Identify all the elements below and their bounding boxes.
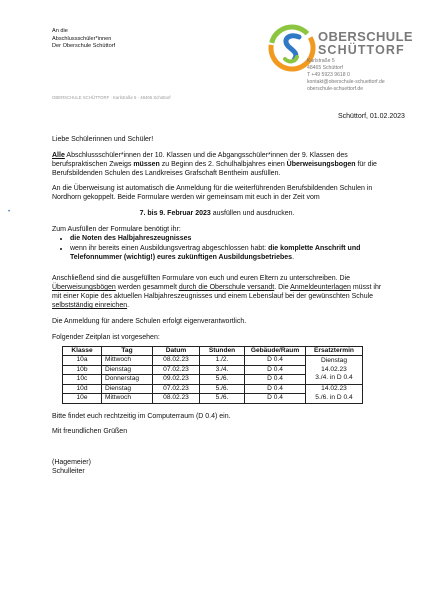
header-raum: Gebäude/Raum xyxy=(245,346,306,356)
contact-street: Karlstraße 5 xyxy=(307,58,335,64)
cell-klasse: 10b xyxy=(63,365,102,375)
cell-datum: 07.02.23 xyxy=(153,384,200,394)
schedule-table xyxy=(62,346,363,404)
cell-raum: D 0.4 xyxy=(245,365,306,375)
paragraph-3 xyxy=(52,274,382,310)
need-item-2-b: die komplette Anschrift und Telefonnummer (wichtig!) eures zukünftigen Ausbildungsbetriebes xyxy=(70,244,361,261)
ersatz-top-room: 3./4. in D 0.4 xyxy=(315,374,353,382)
table-row xyxy=(63,384,363,394)
p1-muessen: müssen xyxy=(133,160,160,168)
cell-tag: Dienstag xyxy=(102,384,153,394)
need-item-2 xyxy=(70,244,382,262)
p3-u2: durch die Oberschule versandt xyxy=(178,284,275,292)
cell-raum: D 0.4 xyxy=(245,356,306,366)
cell-klasse: 10e xyxy=(63,394,102,404)
cell-raum: D 0.4 xyxy=(245,394,306,404)
p3-d: müsst ihr mit einer Kopie des aktuellen Halbjahreszeugnisses und einem Lebenslauf bei der gewünschten Schule xyxy=(52,284,382,301)
period-line xyxy=(52,209,382,218)
header-klasse: Klasse xyxy=(63,346,102,356)
signature-block xyxy=(52,458,382,476)
cell-ersatz-top xyxy=(306,356,363,385)
cell-stunden: 5./6. xyxy=(200,384,245,394)
recipient-line-1: An die xyxy=(52,28,68,34)
cell-datum: 09.02.23 xyxy=(153,375,200,385)
sender-line: OBERSCHULE SCHÜTTORF · Karlstraße 5 · 48465 Schüttorf xyxy=(52,95,171,100)
ersatz-top-date: 14.02.23 xyxy=(321,365,347,373)
cell-stunden: 1./2. xyxy=(200,356,245,366)
school-contact xyxy=(307,58,385,92)
need-list xyxy=(52,234,382,262)
table-row xyxy=(63,356,363,366)
paragraph-5: Bitte findet euch rechtzeitig im Computerraum (D 0.4) ein. xyxy=(52,412,231,420)
contact-email[interactable]: kontakt@oberschule-schuettorf.de xyxy=(307,78,385,85)
p3-a: Anschließend sind die ausgefüllten Formulare von euch und euren Eltern zu unterschreiben. Die xyxy=(52,275,351,283)
p3-u4: selbstständig einreichen xyxy=(52,302,128,310)
signer-name: (Hagemeier) xyxy=(52,459,91,467)
need-intro: Zum Ausfüllen der Formulare benötigt ihr: xyxy=(52,225,181,233)
ersatz-top-day: Dienstag xyxy=(320,357,348,365)
p1-text-c: für die Berufsbildenden Schulen des Landkreises Grafschaft Bentheim ausfüllen. xyxy=(52,160,377,177)
p3-u1: Überweisungsbögen xyxy=(52,284,116,292)
p1-text-b: zu Beginn des 2. Schulhalbjahres einen xyxy=(159,160,287,168)
closing: Mit freundlichen Grüßen xyxy=(52,428,128,436)
p3-c: . Die xyxy=(274,284,291,292)
need-item-1-text: die Noten des Halbjahreszeugnisses xyxy=(70,234,192,242)
contact-website[interactable]: oberschule-schuettorf.de xyxy=(307,85,364,92)
header-datum: Datum xyxy=(153,346,200,356)
signer-title: Schulleiter xyxy=(52,468,85,476)
contact-city: 48465 Schüttorf xyxy=(307,64,343,71)
ersatz-bottom-room: 5./6. in D 0.4 xyxy=(315,393,353,401)
letter-body xyxy=(52,135,382,476)
cell-datum: 07.02.23 xyxy=(153,365,200,375)
p3-b: werden gesammelt xyxy=(115,284,179,292)
recipient-line-3: Der Oberschule Schüttorf xyxy=(52,43,116,50)
contact-phone: T +49 5923 9618 0 xyxy=(307,71,350,78)
letter-date: Schüttorf, 01.02.2023 xyxy=(338,113,405,120)
cell-datum: 08.02.23 xyxy=(153,356,200,366)
p1-text-a: Abschlussschüler*innen der 10. Klassen und die Abgangsschüler*innen der 9. Klassen des berufspraktischen Zweigs xyxy=(52,151,348,168)
school-name-line-1: OBERSCHULE xyxy=(318,29,414,44)
cell-klasse: 10c xyxy=(63,375,102,385)
greeting: Liebe Schülerinnen und Schüler! xyxy=(52,136,154,143)
cell-raum: D 0.4 xyxy=(245,375,306,385)
header-ersatz: Ersatztermin xyxy=(306,346,363,356)
paragraph-1 xyxy=(52,151,382,178)
ersatz-bottom-date: 14.02.23 xyxy=(321,385,347,393)
recipient-line-2: Abschlussschüler*innen xyxy=(52,35,112,42)
cell-ersatz-bottom xyxy=(306,384,363,403)
header-tag: Tag xyxy=(102,346,153,356)
cell-datum: 08.02.23 xyxy=(153,394,200,404)
p1-alle: Alle xyxy=(52,151,65,159)
period-bold: 7. bis 9. Februar 2023 xyxy=(139,210,211,218)
period-rest: ausfüllen und ausdrucken. xyxy=(210,210,295,218)
p3-u3: Anmeldeunterlagen xyxy=(290,284,351,292)
paragraph-4: Die Anmeldung für andere Schulen erfolgt eigenverantwortlich. xyxy=(52,317,247,325)
cell-tag: Mittwoch xyxy=(102,394,153,404)
cell-stunden: 5./6. xyxy=(200,375,245,385)
cell-stunden: 5./6. xyxy=(200,394,245,404)
need-item-2-a: wenn ihr bereits einen Ausbildungsvertrag abgeschlossen habt: xyxy=(70,244,269,252)
need-item-2-end: . xyxy=(292,253,295,261)
cell-raum: D 0.4 xyxy=(245,384,306,394)
cell-tag: Mittwoch xyxy=(102,356,153,366)
recipient-address xyxy=(52,28,115,51)
margin-dot: • xyxy=(8,209,11,215)
paragraph-2: An die Überweisung ist automatisch die Anmeldung für die weiterführenden Berufsbildenden Schulen in Nordhorn gekoppelt. Beide Formulare werden wir gemeinsam mit euch in der Zeit vom xyxy=(52,185,373,202)
cell-tag: Donnerstag xyxy=(102,375,153,385)
schedule-intro: Folgender Zeitplan ist vorgesehen: xyxy=(52,333,160,341)
header-stunden: Stunden xyxy=(200,346,245,356)
cell-tag: Dienstag xyxy=(102,365,153,375)
school-name-line-2: SCHÜTTORF xyxy=(318,43,405,57)
cell-klasse: 10a xyxy=(63,356,102,366)
cell-klasse: 10d xyxy=(63,384,102,394)
p1-bogen: Überweisungsbogen xyxy=(286,160,356,168)
p3-e: . xyxy=(127,302,130,310)
school-name xyxy=(318,30,413,57)
need-item-1 xyxy=(70,234,382,243)
cell-stunden: 3./4. xyxy=(200,365,245,375)
table-header-row xyxy=(63,346,363,356)
